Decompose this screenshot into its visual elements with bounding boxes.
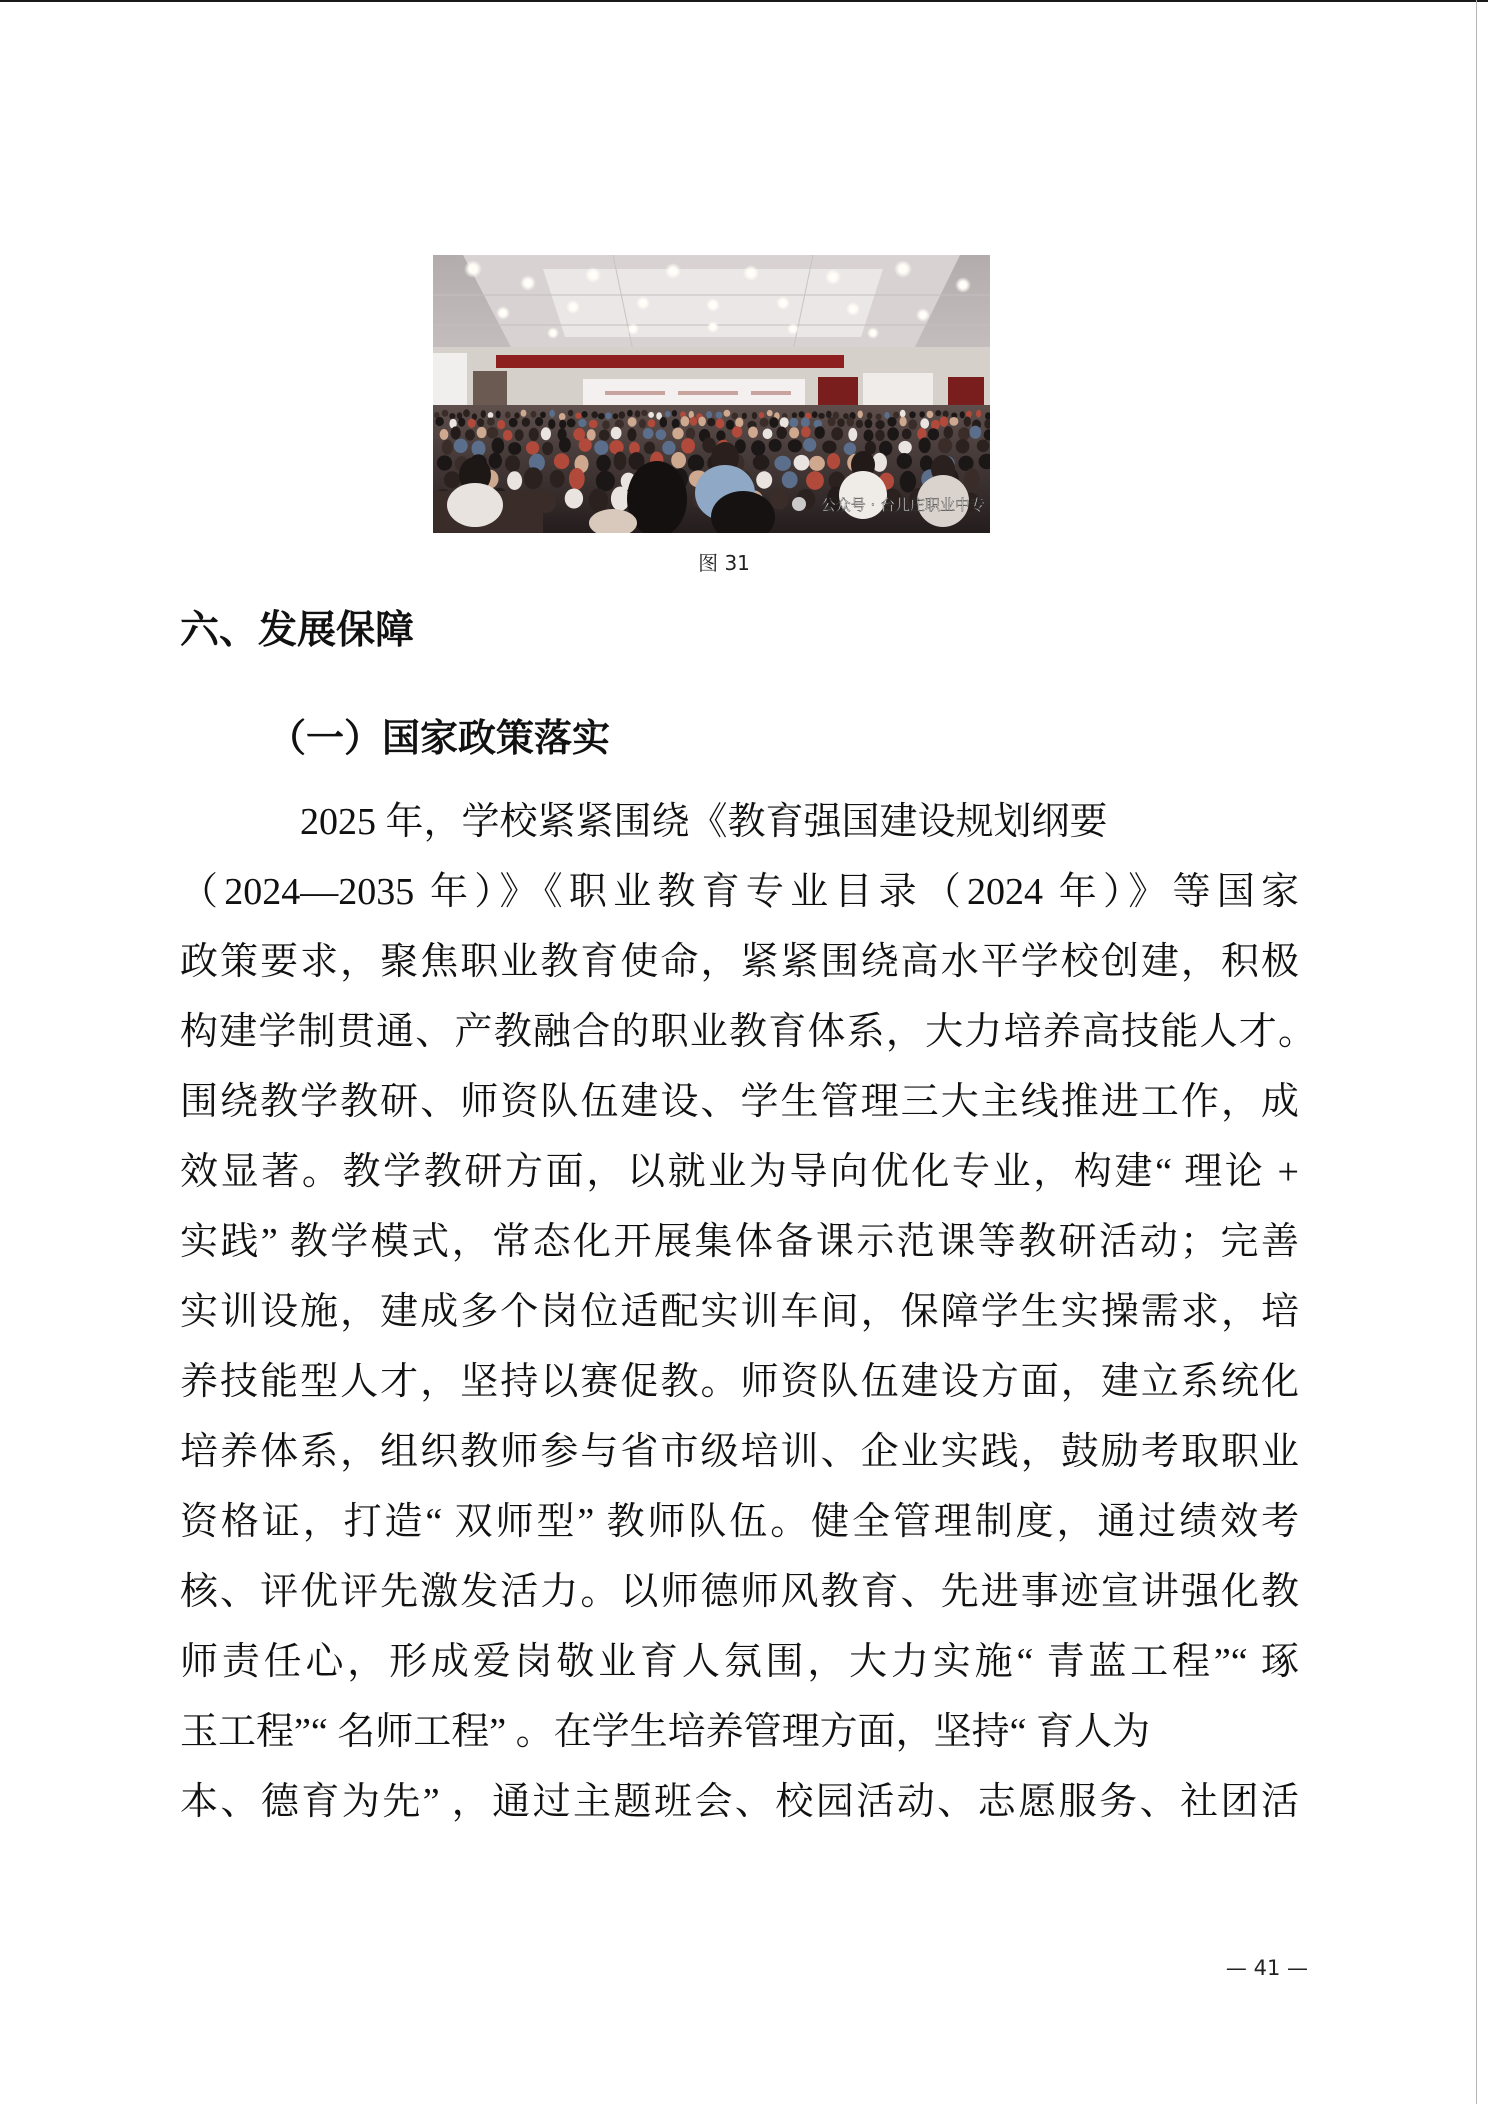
paragraph-line: 实践” 教学模式，常态化开展集体备课示范课等教研活动；完善 <box>180 1221 1299 1263</box>
crowd-head <box>964 468 980 490</box>
right-border <box>1476 0 1477 2104</box>
crowd-head <box>567 419 576 428</box>
crowd-head <box>908 419 917 429</box>
crowd-head <box>887 427 899 440</box>
crowd-head <box>442 410 449 417</box>
crowd-head <box>662 441 675 455</box>
crowd-head <box>559 420 566 429</box>
crowd-head <box>976 410 981 418</box>
crowd-head <box>526 441 539 454</box>
crowd-head <box>812 411 818 418</box>
crowd-head <box>958 427 970 440</box>
crowd-head <box>726 420 735 430</box>
crowd-head <box>611 487 630 511</box>
crowd-head <box>848 428 857 441</box>
crowd-head <box>521 410 527 417</box>
crowd-head <box>792 412 797 418</box>
crowd-head <box>707 418 715 426</box>
crowd-head <box>789 418 798 428</box>
crowd-head <box>559 437 571 452</box>
crowd-head <box>596 455 611 472</box>
paragraph-line: 实训设施，建成多个岗位适配实训车间，保障学生实操需求，培 <box>180 1291 1299 1333</box>
crowd-head <box>884 412 889 419</box>
crowd-head <box>672 410 677 417</box>
crowd-head <box>481 410 486 418</box>
auditorium-photo <box>433 255 990 533</box>
crowd-head <box>748 427 758 438</box>
crowd-head <box>472 441 486 457</box>
paragraph-line: 玉工程”“ 名师工程” 。在学生培养管理方面，坚持“ 育人为 <box>180 1711 1150 1753</box>
crowd-head <box>635 410 641 417</box>
crowd-head <box>716 430 725 441</box>
crowd-head <box>927 411 934 418</box>
crowd-head <box>920 418 929 428</box>
crowd-head <box>487 427 499 439</box>
crowd-head <box>789 427 799 438</box>
crowd-head <box>815 426 825 439</box>
crowd-head <box>505 411 511 418</box>
crowd-head <box>627 428 636 441</box>
crowd-head <box>591 411 598 418</box>
crowd-head <box>828 417 836 426</box>
crowd-head <box>742 413 747 420</box>
crowd-head <box>648 419 656 427</box>
crowd-head <box>767 410 773 416</box>
crowd-head <box>770 488 789 510</box>
crowd-head <box>769 417 778 428</box>
crowd-head <box>614 452 627 471</box>
watermark-text: 公众号 · 台儿庄职业中专 <box>820 496 985 514</box>
crowd-head <box>847 417 855 426</box>
crowd-head <box>920 455 933 471</box>
crowd-head <box>648 412 654 418</box>
crowd-head <box>627 410 633 417</box>
crowd-head <box>540 412 546 418</box>
crowd-head <box>782 471 798 488</box>
paragraph-line: 师责任心，形成爱岗敬业育人氛围，大力实施“ 青蓝工程”“ 琢 <box>180 1641 1299 1683</box>
crowd-head <box>964 417 971 427</box>
paragraph-line: 资格证，打造“ 双师型” 教师队伍。健全管理制度，通过绩效考 <box>180 1501 1299 1543</box>
crowd-head <box>440 429 449 440</box>
crowd-head <box>970 426 982 439</box>
page-number: — 41 — <box>1225 1956 1308 1980</box>
crowd-head <box>827 453 840 469</box>
crowd-head <box>686 428 695 440</box>
crowd-head <box>938 438 952 453</box>
crowd-head <box>569 468 585 490</box>
crowd-head <box>578 419 586 427</box>
crowd-head <box>831 427 843 440</box>
crowd-head <box>876 414 882 421</box>
crowd-head <box>801 417 810 427</box>
top-border <box>0 0 1488 2</box>
crowd-head <box>732 426 742 437</box>
crowd-head <box>598 413 605 419</box>
paragraph-line: 培养体系，组织教师参与省市级培训、企业实践，鼓励考取职业 <box>180 1431 1299 1473</box>
crowd-head <box>589 420 598 428</box>
crowd-head <box>602 420 610 429</box>
crowd-head <box>788 439 802 452</box>
crowd-head <box>605 412 611 419</box>
crowd-head <box>672 419 680 429</box>
crowd-head <box>477 418 484 427</box>
crowd-head <box>550 470 565 488</box>
crowd-head <box>458 418 465 427</box>
crowd-head <box>529 428 539 441</box>
crowd-head <box>672 428 683 440</box>
crowd-head <box>619 411 626 419</box>
crowd-head <box>568 410 574 417</box>
crowd-head <box>449 413 455 419</box>
crowd-head <box>818 413 825 419</box>
crowd-head <box>477 427 487 438</box>
crowd-head <box>909 411 916 418</box>
crowd-head <box>497 420 505 429</box>
crowd-head <box>844 442 856 455</box>
body-paragraph <box>180 787 1340 1837</box>
crowd-head <box>565 489 583 509</box>
crowd-head <box>515 429 524 441</box>
crowd-head <box>875 420 884 429</box>
crowd-head <box>437 455 452 470</box>
crowd-head <box>463 409 470 417</box>
crowd-head <box>928 428 939 440</box>
crowd-head <box>554 453 569 469</box>
crowd-head <box>522 418 530 427</box>
crowd-head <box>594 440 608 455</box>
crowd-head <box>579 438 592 451</box>
crowd-head <box>644 442 655 455</box>
paragraph-line: 养技能型人才，坚持以赛促教。师资队伍建设方面，建立系统化 <box>180 1361 1299 1403</box>
crowd-head <box>435 417 444 426</box>
crowd-head <box>487 418 495 426</box>
crowd-head <box>488 412 494 418</box>
crowd-head <box>665 411 671 417</box>
paragraph-line: 效显著。教学教研方面，以就业为导向优化专业，构建“ 理论 + <box>180 1151 1299 1193</box>
crowd-head <box>444 471 460 488</box>
crowd-head <box>944 426 954 439</box>
crowd-head <box>465 429 475 440</box>
crowd-head <box>898 441 911 454</box>
crowd-head <box>774 456 791 471</box>
crowd-head <box>656 429 667 440</box>
crowd-head <box>507 471 522 490</box>
photo-watermark <box>792 496 985 514</box>
crowd-head <box>489 453 502 469</box>
crowd-head <box>865 419 873 428</box>
crowd-head <box>960 411 965 418</box>
crowd-head <box>751 440 765 456</box>
crowd-head <box>641 410 647 416</box>
crowd-head <box>690 417 697 426</box>
crowd-head <box>509 418 518 427</box>
crowd-head <box>759 412 765 418</box>
crowd-head <box>542 442 553 455</box>
crowd-head <box>919 438 931 454</box>
crowd-head <box>587 429 596 440</box>
crowd-head <box>698 417 706 427</box>
crowd-head <box>837 418 845 427</box>
crowd-head <box>531 411 537 418</box>
subsection-heading: （一）国家政策落实 <box>268 716 611 760</box>
crowd-head <box>549 410 555 417</box>
crowd-head <box>628 417 637 427</box>
crowd-head <box>776 427 787 440</box>
crowd-head <box>803 438 816 452</box>
crowd-head <box>900 410 906 418</box>
crowd-head <box>900 417 907 427</box>
paragraph-line: 2025 年，学校紧紧围绕《教育强国建设规划纲要 <box>300 801 1108 843</box>
crowd-head <box>492 438 505 454</box>
crowd-head <box>801 426 811 437</box>
crowd-head <box>794 455 810 471</box>
crowd-head <box>935 410 941 416</box>
crowd-head <box>575 413 581 419</box>
crowd-head <box>451 426 461 439</box>
crowd-head <box>949 417 958 426</box>
paragraph-line: 围绕教学教研、师资队伍建设、学生管理三大主线推进工作，成 <box>180 1081 1299 1123</box>
crowd-head <box>706 411 712 418</box>
crowd-head <box>468 419 476 428</box>
crowd-head <box>956 439 970 453</box>
crowd-head <box>724 410 731 417</box>
paragraph-line: （2024—2035 年）》《职业教育专业目录（2024 年）》等国家 <box>180 871 1299 913</box>
crowd-head <box>897 453 912 469</box>
crowd-head <box>639 419 646 428</box>
crowd-head <box>875 430 885 441</box>
crowd-head <box>671 452 686 468</box>
crowd-head <box>826 411 832 418</box>
crowd-head <box>582 411 588 418</box>
crowd-head <box>887 417 896 427</box>
crowd-head <box>559 413 566 420</box>
crowd-head <box>589 488 609 512</box>
crowd-head <box>864 430 874 442</box>
section-heading: 六、发展保障 <box>180 608 415 653</box>
paragraph-line: 政策要求，聚焦职业教育使命，紧紧围绕高水平学校创建，积极 <box>180 941 1299 983</box>
crowd-head <box>756 471 772 488</box>
crowd-head <box>780 417 789 428</box>
crowd-head <box>508 442 521 455</box>
crowd-head <box>799 411 805 418</box>
crowd-head <box>496 411 501 419</box>
crowd-head <box>858 411 863 419</box>
crowd-head <box>681 438 695 453</box>
crowd-head <box>548 419 555 429</box>
crowd-head <box>856 420 863 428</box>
crowd-head <box>753 455 770 471</box>
crowd-head <box>977 440 990 453</box>
crowd-head <box>752 412 757 419</box>
paragraph-line: 核、评优评先激发活力。以师德师风教育、先进事迹宣讲强化教 <box>180 1571 1299 1613</box>
crowd-head <box>660 417 668 428</box>
crowd-head <box>505 455 520 472</box>
crowd-head <box>688 455 705 472</box>
crowd-head <box>643 428 654 439</box>
crowd-head <box>611 427 622 440</box>
crowd-head <box>760 418 769 427</box>
crowd-head <box>822 441 836 454</box>
crowd-head <box>919 411 925 417</box>
crowd-head <box>503 430 513 441</box>
crowd-head <box>735 418 743 428</box>
crowd-head <box>900 471 916 493</box>
crowd-head <box>763 429 773 440</box>
stage-banner <box>496 355 844 368</box>
crowd-head <box>716 419 725 429</box>
crowd-head <box>681 416 690 426</box>
crowd-head <box>940 416 949 427</box>
crowd-head <box>613 413 618 419</box>
crowd-head <box>809 456 825 471</box>
crowd-head <box>931 420 940 430</box>
crowd-head <box>769 439 782 452</box>
crowd-head <box>454 439 468 453</box>
crowd-head <box>442 440 453 455</box>
paragraph-line: 本、德育为先” ，通过主题班会、校园活动、志愿服务、社团活 <box>180 1781 1299 1823</box>
wechat-icon <box>792 497 806 511</box>
crowd-head <box>867 412 873 419</box>
crowd-head <box>524 467 543 489</box>
paragraph-line: 构建学制贯通、产教融合的职业教育体系，大力培养高技能人才。 <box>180 1011 1316 1053</box>
crowd-head <box>514 412 519 418</box>
crowd-head <box>596 471 615 492</box>
crowd-head <box>541 427 551 440</box>
crowd-head <box>902 429 912 440</box>
crowd-head <box>806 471 824 490</box>
crowd-head <box>716 412 723 419</box>
crowd-head <box>599 430 610 441</box>
crowd-head <box>535 417 543 426</box>
figure-caption: 图 31 <box>698 551 750 575</box>
